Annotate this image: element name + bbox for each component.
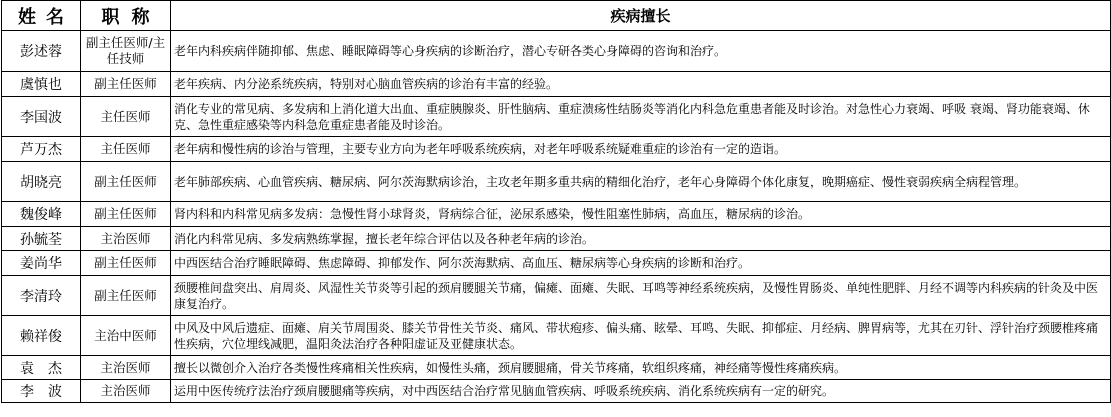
doctor-specialty-table [1,0,1111,403]
table-row [2,97,1111,137]
doctor-specialty: 老年内科疾病伴随抑郁、焦虑、睡眠障碍等心身疾病的诊断治疗，潜心专研各类心身障碍的咨询和治疗。 [171,31,1111,72]
doctor-name: 李清玲 [2,276,81,316]
doctor-title: 副主任医师/主任技师 [81,31,171,72]
doctor-title: 主治医师 [81,227,171,251]
doctor-specialty: 老年肺部疾病、心血管疾病、糖尿病、阿尔茨海默病诊治，主攻老年期多重共病的精细化治疗，老年心身障碍个体化康复，晚期癌症、慢性衰弱疾病全病程管理。 [171,162,1111,202]
doctor-specialty: 老年病和慢性病的诊治与管理，主要专业方向为老年呼吸系统疾病，对老年呼吸系统疑难重症的诊治有一定的造诣。 [171,137,1111,162]
doctor-specialty: 肾内科和内科常见病多发病：急慢性肾小球肾炎，肾病综合征，泌尿系感染，慢性阻塞性肺病，高血压，糖尿病的诊治。 [171,202,1111,227]
doctor-title: 主治中医师 [81,316,171,356]
doctor-name: 胡晓亮 [2,162,81,202]
doctor-name: 李 波 [2,380,81,403]
table-row [2,227,1111,251]
table-row [2,162,1111,202]
doctor-name: 虞慎也 [2,72,81,97]
doctor-title: 主任医师 [81,137,171,162]
doctor-title: 副主任医师 [81,276,171,316]
table-row [2,202,1111,227]
doctor-specialty: 颈腰椎间盘突出、肩周炎、风湿性关节炎等引起的颈肩腰腿关节痛，偏瘫、面瘫、失眠、耳鸣等神经系统疾病，及慢性胃肠炎、单纯性肥胖、月经不调等内科疾病的针灸及中医康复治疗。 [171,276,1111,316]
doctor-name: 孙毓荃 [2,227,81,251]
header-title: 职称 [81,1,171,31]
doctor-name: 魏俊峰 [2,202,81,227]
doctor-specialty: 中西医结合治疗睡眠障碍、焦虑障碍、抑郁发作、阿尔茨海默病、高血压、糖尿病等心身疾病的诊断和治疗。 [171,251,1111,276]
table-row [2,380,1111,403]
doctor-specialty: 消化内科常见病、多发病熟练掌握，擅长老年综合评估以及各种老年病的诊治。 [171,227,1111,251]
table-row [2,276,1111,316]
table-row [2,316,1111,356]
doctor-name: 姜尚华 [2,251,81,276]
doctor-specialty: 消化专业的常见病、多发病和上消化道大出血、重症胰腺炎、肝性脑病、重症溃疡性结肠炎等消化内科急危重患者能及时诊治。对急性心力衰竭、呼吸 衰竭、肾功能衰竭、休克、急性重症感染等内科急危重症患者能及时诊治。 [171,97,1111,137]
table-header-row [2,1,1111,31]
table-row [2,137,1111,162]
doctor-name: 彭述蓉 [2,31,81,72]
doctor-name: 袁 杰 [2,356,81,380]
doctor-specialty: 中风及中风后遗症、面瘫、肩关节周围炎、膝关节骨性关节炎、痛风、带状疱疹、偏头痛、眩晕、耳鸣、失眠、抑郁症、月经病、脾胃病等，尤其在刃针、浮针治疗颈腰椎疼痛性疾病，穴位埋线减肥，温阳灸法治疗各种阳虚证及亚健康状态。 [171,316,1111,356]
table-row [2,251,1111,276]
doctor-title: 副主任医师 [81,72,171,97]
doctor-title: 副主任医师 [81,251,171,276]
doctor-title: 主治医师 [81,356,171,380]
doctor-title: 主治医师 [81,380,171,403]
doctor-specialty: 老年疾病、内分泌系统疾病，特别对心脑血管疾病的诊治有丰富的经验。 [171,72,1111,97]
doctor-title: 副主任医师 [81,202,171,227]
table-row [2,72,1111,97]
header-specialty: 疾病擅长 [171,1,1111,31]
doctor-title: 主任医师 [81,97,171,137]
doctor-specialty: 运用中医传统疗法治疗颈肩腰腿痛等疾病，对中西医结合治疗常见脑血管疾病、呼吸系统疾病、消化系统疾病有一定的研究。 [171,380,1111,403]
table-row [2,356,1111,380]
header-name: 姓名 [2,1,81,31]
doctor-name: 芦万杰 [2,137,81,162]
doctor-title: 副主任医师 [81,162,171,202]
doctor-name: 李国波 [2,97,81,137]
table-row [2,31,1111,72]
doctor-specialty: 擅长以微创介入治疗各类慢性疼痛相关性疾病，如慢性头痛，颈肩腰腿痛，骨关节疼痛，软组织疼痛，神经痛等慢性疼痛疾病。 [171,356,1111,380]
doctor-name: 赖祥俊 [2,316,81,356]
